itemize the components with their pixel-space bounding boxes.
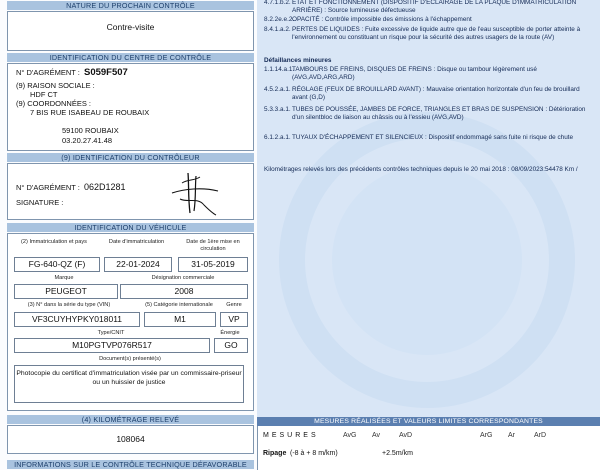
date-immat-label: Date d'immatriculation (108, 239, 165, 245)
documents-value: Photocopie du certificat d'immatriculation visée par un commissaire-priseur ou un huissier de justice (14, 365, 244, 403)
km-value: 108064 (116, 434, 145, 444)
date-immat-value: 22-01-2024 (104, 257, 172, 272)
defect-text: TUBES DE POUSSÉE, JAMBES DE FORCE, TRIANGLES ET BRAS DE SUSPENSION : Détérioration d'un silentbloc de liaison au châssis ou à l'essieu (AVG,AVD) (292, 106, 586, 121)
energie-value: GO (214, 338, 248, 353)
defect-code: 5.3.3.a.1. (264, 106, 291, 113)
next-control-box (7, 11, 254, 51)
defect-code: 6.1.2.a.1. (264, 134, 291, 141)
defect-code: 4.7.1.b.2. (264, 0, 291, 6)
defect-code: 1.1.14.a.1. (264, 66, 295, 73)
marque-label: Marque (54, 275, 74, 281)
km-history: Kilométrages relevés lors des précédents contrôles techniques depuis le 20 mai 2018 : 08/09/2023:54478 Km / (264, 166, 578, 173)
defect-text: OPACITÉ : Contrôle impossible des émissions à l'échappement (292, 16, 472, 23)
address-line1: 7 BIS RUE ISABEAU DE ROUBAIX (30, 108, 150, 117)
controleur-agrement-value: 062D1281 (84, 182, 126, 192)
marque-value: PEUGEOT (14, 284, 118, 299)
categorie-label: (5) Catégorie internationale (145, 302, 213, 308)
col-ar: Ar (508, 432, 515, 439)
genre-label: Genre (226, 302, 242, 308)
centre-agrement-label: N° D'AGRÉMENT : (16, 68, 80, 77)
type-label: Type/CNIT (97, 330, 125, 336)
col-av: Av (372, 432, 381, 439)
defect-code: 8.2.2e.e.2. (264, 16, 295, 23)
coordonnees-label: (9) COORDONNÉES : (16, 99, 92, 108)
minor-defects-title: Défaillances mineures (264, 57, 332, 64)
col-avg: AvG (343, 432, 357, 439)
col-ard: ArD (534, 432, 547, 439)
defect-code: 4.5.2.a.1. (264, 86, 291, 93)
measures-label: MESURES (263, 432, 319, 439)
immat-value: FG-640-QZ (F) (14, 257, 100, 272)
signature-label: SIGNATURE : (16, 198, 64, 207)
watermark-seal-icon (277, 110, 577, 410)
raison-sociale-label: (9) RAISON SOCIALE : (16, 81, 95, 90)
vin-value: VF3CUYHYPKY018011 (14, 312, 140, 327)
next-control-value: Contre-visite (106, 22, 155, 32)
next-control-header: NATURE DU PROCHAIN CONTRÔLE (7, 1, 254, 10)
ripage-limits: (-8 à + 8 m/km) (290, 450, 338, 457)
measures-header: MESURES RÉALISÉES ET VALEURS LIMITES CORRESPONDANTES (257, 417, 600, 426)
bottom-header: INFORMATIONS SUR LE CONTRÔLE TECHNIQUE DÉFAVORABLE (7, 460, 254, 469)
documents-label: Document(s) présenté(s) (99, 356, 161, 362)
centre-box (7, 63, 254, 151)
controleur-header: (9) IDENTIFICATION DU CONTRÔLEUR (7, 153, 254, 162)
defect-text: TUYAUX D'ÉCHAPPEMENT ET SILENCIEUX : Dispositif endommagé sans fuite ni risque de chute (292, 134, 574, 141)
first-circ-value: 31-05-2019 (178, 257, 248, 272)
centre-agrement-value: S059F507 (84, 67, 128, 78)
type-value: M10PGTVP076R517 (14, 338, 210, 353)
designation-label: Désignation commerciale (151, 275, 215, 281)
ripage-label: Ripage (263, 450, 287, 457)
raison-sociale-value: HDF CT (30, 90, 58, 99)
km-box (7, 425, 254, 454)
designation-value: 2008 (120, 284, 248, 299)
defect-text: PERTES DE LIQUIDES : Fuite excessive de liquide autre que de l'eau susceptible de porter atteinte à l'environnement ou constituant un risque pour la sécurité des autres usagers de la route (AV) (292, 26, 581, 41)
address-line2: 59100 ROUBAIX (62, 126, 119, 135)
controleur-agrement-label: N° D'AGRÉMENT : (16, 183, 80, 192)
vehicle-box (7, 233, 254, 411)
defect-text: TAMBOURS DE FREINS, DISQUES DE FREINS : Disque ou tambour légèrement usé (AVG,AVD,ARG,ARD) (292, 66, 537, 81)
immat-label: (2) Immatriculation et pays (21, 239, 87, 245)
defect-text: ÉTAT ET FONCTIONNEMENT (DISPOSITIF D'ÉCLAIRAGE DE LA PLAQUE D'IMMATRICULATION ARRIÈRE) : Source lumineuse défectueuse (292, 0, 577, 14)
energie-label: Énergie (220, 330, 240, 336)
controleur-box (7, 163, 254, 220)
defect-text: RÉGLAGE (FEUX DE BROUILLARD AVANT) : Mauvaise orientation horizontale d'un feu de brouillard avant (G,D) (292, 86, 580, 101)
signature-drawing (158, 169, 223, 217)
ripage-value: +2.5m/km (382, 450, 413, 457)
col-avd: AvD (399, 432, 413, 439)
centre-header: IDENTIFICATION DU CENTRE DE CONTRÔLE (7, 53, 254, 62)
km-header: (4) KILOMÉTRAGE RELEVÉ (7, 415, 254, 424)
col-arg: ArG (480, 432, 493, 439)
centre-phone: 03.20.27.41.48 (62, 136, 113, 145)
first-circ-label: Date de 1ère mise en circulation (186, 239, 240, 252)
genre-value: VP (220, 312, 248, 327)
vin-label: (3) N° dans la série du type (VIN) (27, 302, 111, 308)
categorie-value: M1 (144, 312, 216, 327)
defect-code: 8.4.1.a.2. (264, 26, 291, 33)
vehicle-header: IDENTIFICATION DU VÉHICULE (7, 223, 254, 232)
